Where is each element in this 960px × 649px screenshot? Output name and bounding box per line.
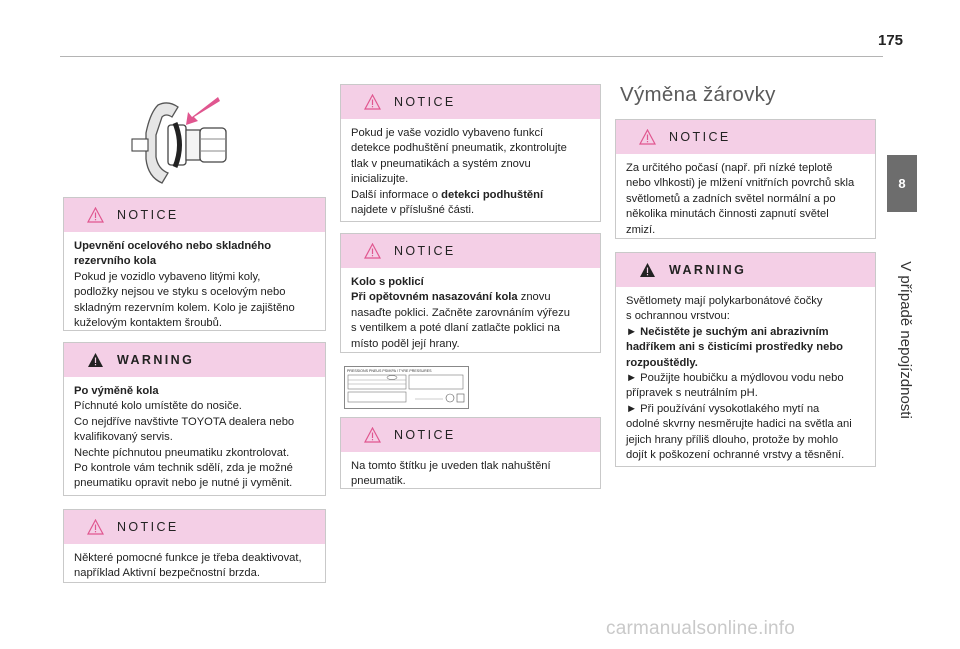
notice-text: Některé pomocné funkce je třeba deaktivovat, bbox=[74, 552, 302, 564]
notice-text-bold: Při opětovném nasazování kola bbox=[351, 291, 518, 304]
warning-text: dojít k poškození ochranné vrstvy a těsnění. bbox=[626, 449, 845, 462]
notice-text: skladným rezervním kolem. Kolo je zajištěno bbox=[74, 301, 295, 314]
notice-text: místo poděl její hrany. bbox=[351, 337, 460, 350]
warning-text: pneumatiku opravit nebo je nutné ji vyměnit. bbox=[74, 477, 293, 490]
notice-header bbox=[341, 234, 600, 268]
warning-header bbox=[616, 253, 875, 287]
chapter-tab[interactable]: 8 bbox=[887, 155, 917, 212]
notice-text: tlak v pneumatikách a systém znovu bbox=[351, 157, 531, 170]
warning-text: jejich hrany příliš dlouho, protože by mohlo bbox=[626, 433, 839, 446]
notice-header bbox=[64, 510, 325, 544]
notice-text: s ventilkem a poté dlaní zatlačte poklici na bbox=[351, 322, 560, 335]
notice-text: světlometů a zadních světel normální a po bbox=[626, 192, 836, 205]
notice-text: nebo vlhkosti) je mlžení vnitřních povrchů skla bbox=[626, 177, 855, 190]
warning-title: Po výměně kola bbox=[74, 385, 159, 397]
tyre-label-graphic bbox=[347, 374, 466, 407]
notice-text: Další informace o bbox=[351, 188, 442, 201]
warning-text: kvalifikovaný servis. bbox=[74, 431, 173, 444]
notice-label: NOTICE bbox=[117, 520, 179, 534]
warning-box-headlamps bbox=[615, 252, 876, 467]
notice-header bbox=[616, 120, 875, 154]
notice-box-underinflation bbox=[340, 84, 601, 222]
warning-text: Nechte píchnutou pneumatiku zkontrolovat. bbox=[74, 446, 290, 459]
notice-text: podložky nejsou ve styku s ocelovým nebo bbox=[74, 286, 286, 299]
underinflation-detection-reference: detekci podhuštění bbox=[441, 188, 544, 201]
notice-text: Za určitého počasí (např. při nízké teplotě bbox=[626, 162, 833, 174]
top-rule bbox=[60, 56, 883, 57]
notice-text: najdete v příslušné části. bbox=[351, 204, 475, 217]
warning-text: s ochrannou vrstvou: bbox=[626, 310, 730, 323]
notice-text: znovu bbox=[517, 291, 551, 304]
notice-text: kuželovým kontaktem šroubů. bbox=[74, 317, 222, 330]
warning-triangle-icon bbox=[364, 94, 381, 110]
notice-text: zmizí. bbox=[626, 223, 656, 236]
warning-text-bold: ► Nečistěte je suchým ani abrazivním bbox=[626, 325, 829, 338]
warning-text: odolné skvrny nesměrujte hadici na světla ani bbox=[626, 418, 852, 431]
warning-header bbox=[64, 343, 325, 377]
notice-header bbox=[341, 85, 600, 119]
warning-text: přípravek s neutrálním pH. bbox=[626, 387, 758, 400]
warning-triangle-icon bbox=[364, 243, 381, 259]
notice-box-steel-wheel bbox=[63, 197, 326, 331]
wheel-bolt-illustration bbox=[128, 95, 240, 190]
warning-text-bold: rozpouštědly. bbox=[626, 356, 698, 369]
notice-header bbox=[64, 198, 325, 232]
warning-label: WARNING bbox=[117, 353, 195, 367]
page-number: 175 bbox=[878, 32, 904, 49]
warning-triangle-icon bbox=[639, 262, 656, 278]
notice-title: Kolo s poklicí bbox=[351, 276, 424, 288]
notice-text: Pokud je vozidlo vybaveno litými koly, bbox=[74, 270, 261, 283]
notice-label: NOTICE bbox=[669, 130, 731, 144]
notice-text: nasaďte poklici. Začněte zarovnáním výřezu bbox=[351, 306, 570, 319]
notice-text: několika minutách činnosti zapnutí světel bbox=[626, 208, 829, 221]
tyre-label-header: PRESSIONS PNEUS PSI/KPA / TYRE PRESSURES bbox=[347, 369, 432, 373]
warning-triangle-icon bbox=[639, 129, 656, 145]
warning-triangle-icon bbox=[87, 519, 104, 535]
chapter-title-text: V případě nepojízdnosti bbox=[897, 261, 914, 419]
warning-triangle-icon bbox=[87, 352, 104, 368]
notice-title: Upevnění ocelového nebo skladného bbox=[74, 240, 272, 252]
warning-text: ► Při používání vysokotlakého mytí na bbox=[626, 402, 820, 415]
warning-triangle-icon bbox=[87, 207, 104, 223]
notice-label: NOTICE bbox=[394, 95, 456, 109]
notice-text: inicializujte. bbox=[351, 173, 409, 186]
warning-text: Světlomety mají polykarbonátové čočky bbox=[626, 295, 823, 307]
warning-text: Co nejdříve navštivte TOYOTA dealera nebo bbox=[74, 415, 295, 428]
notice-header bbox=[341, 418, 600, 452]
section-title: Výměna žárovky bbox=[620, 83, 776, 106]
notice-text: detekce podhuštění pneumatik, zkontrolujte bbox=[351, 142, 567, 155]
watermark: carmanualsonline.info bbox=[606, 618, 796, 639]
notice-box-tyre-label bbox=[340, 417, 601, 489]
tyre-pressure-label-image bbox=[344, 366, 469, 409]
warning-box-after-wheel-change bbox=[63, 342, 326, 496]
warning-text-bold: hadříkem ani s čisticími prostředky nebo bbox=[626, 341, 843, 354]
notice-label: NOTICE bbox=[117, 208, 179, 222]
warning-text: ► Použijte houbičku a mýdlovou vodu nebo bbox=[626, 372, 844, 385]
notice-text-mixed bbox=[351, 290, 590, 305]
notice-text: Na tomto štítku je uveden tlak nahuštění bbox=[351, 460, 551, 472]
notice-label: NOTICE bbox=[394, 428, 456, 442]
notice-text: Pokud je vaše vozidlo vybaveno funkcí bbox=[351, 127, 544, 139]
notice-label: NOTICE bbox=[394, 244, 456, 258]
notice-text: například Aktivní bezpečnostní brzda. bbox=[74, 567, 260, 580]
warning-text: Po kontrole vám technik sdělí, zda je možné bbox=[74, 462, 293, 475]
warning-label: WARNING bbox=[669, 263, 747, 277]
notice-box-hubcap bbox=[340, 233, 601, 353]
notice-text-with-link bbox=[351, 188, 590, 203]
notice-box-assist-functions bbox=[63, 509, 326, 583]
warning-text: Píchnuté kolo umístěte do nosiče. bbox=[74, 400, 242, 413]
notice-box-fogging bbox=[615, 119, 876, 239]
chapter-title bbox=[887, 225, 917, 455]
warning-triangle-icon bbox=[364, 427, 381, 443]
notice-text: pneumatik. bbox=[351, 475, 406, 488]
notice-title-cont: rezervního kola bbox=[74, 255, 157, 268]
